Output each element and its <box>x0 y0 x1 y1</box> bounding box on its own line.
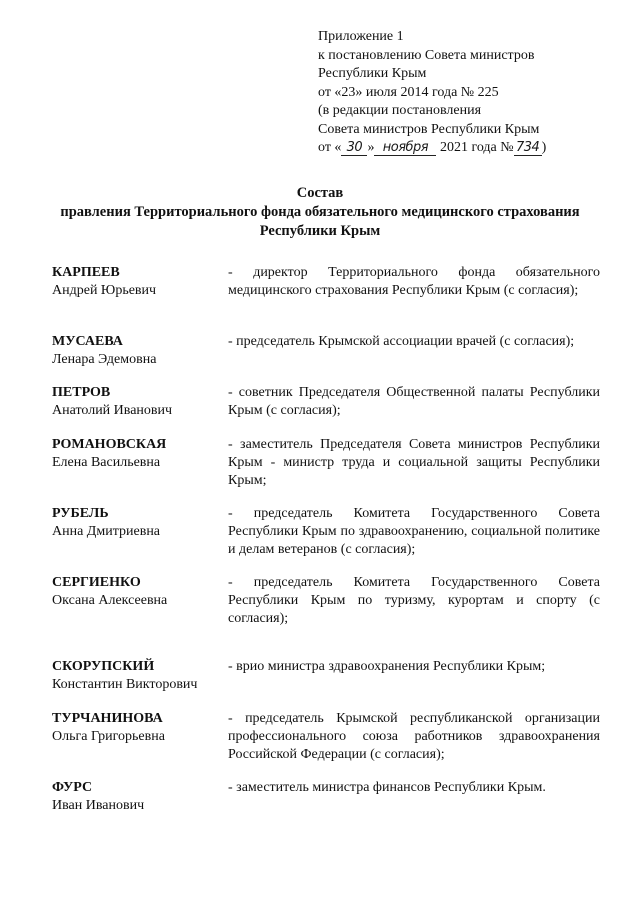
member-role: - председатель Крымской ассоциации врачей (с согласия); <box>228 334 575 349</box>
member-surname: СЕРГИЕНКО <box>52 575 141 590</box>
member-surname: ТУРЧАНИНОВА <box>52 711 163 726</box>
member-role: - заместитель министра финансов Республики Крым. <box>228 780 546 795</box>
appendix-line: Республики Крым <box>318 66 427 81</box>
member-name <box>52 333 227 369</box>
handwritten-day: 30 <box>341 140 367 156</box>
member-name <box>52 264 227 300</box>
member-given-name: Елена Васильевна <box>52 455 161 470</box>
appendix-line: Совета министров Республики Крым <box>318 121 540 137</box>
member-role: - советник Председателя Общественной палаты Республики Крым (с согласия); <box>228 385 600 418</box>
title-line: правления Территориального фонда обязательного медицинского страхования <box>60 204 580 220</box>
appendix-line: к постановлению Совета министров <box>318 47 535 63</box>
member-role: - председатель Крымской республиканской организации профессионального союза работников здравоохранения Российской Федерации (с согласия); <box>228 711 600 762</box>
member-surname: КАРПЕЕВ <box>52 265 120 280</box>
member-role: - председатель Комитета Государственного Совета Республики Крым по здравоохранению, социальной политике и делам ветеранов (с согласия); <box>228 506 600 557</box>
member-given-name: Ленара Эдемовна <box>52 352 157 367</box>
member-name <box>52 436 227 472</box>
title-line: Состав <box>296 185 344 201</box>
member-role: - председатель Комитета Государственного Совета Республики Крым по туризму, курортам и спорту (с согласия); <box>228 575 600 626</box>
member-name <box>52 574 227 610</box>
member-given-name: Оксана Алексеевна <box>52 593 168 608</box>
member-given-name: Иван Иванович <box>52 798 145 813</box>
document-title <box>20 184 620 241</box>
member-surname: ПЕТРОВ <box>52 385 111 400</box>
member-given-name: Константин Викторович <box>52 677 198 692</box>
member-name <box>52 779 227 815</box>
member-role: - заместитель Председателя Совета министров Республики Крым - министр труда и социальной защиты Республики Крым; <box>228 437 600 488</box>
member-surname: СКОРУПСКИЙ <box>52 659 155 674</box>
member-given-name: Анна Дмитриевна <box>52 524 161 539</box>
member-surname: МУСАЕВА <box>52 334 123 349</box>
member-given-name: Андрей Юрьевич <box>52 283 157 298</box>
date-year: 2021 года № <box>439 140 514 155</box>
member-name <box>52 710 227 746</box>
member-given-name: Ольга Григорьевна <box>52 729 165 744</box>
handwritten-month: ноября <box>374 140 436 156</box>
appendix-line: от «23» июля 2014 года № 225 <box>318 84 499 100</box>
appendix-line: (в редакции постановления <box>318 103 482 118</box>
member-surname: РОМАНОВСКАЯ <box>52 437 167 452</box>
appendix-line: Приложение 1 <box>318 29 404 44</box>
member-name <box>52 658 227 694</box>
appendix-edition-date-line: от « 30 » ноября 2021 года № 734 ) <box>318 140 547 155</box>
date-prefix: от « <box>318 140 342 155</box>
date-quote-close: » <box>367 140 375 155</box>
member-name <box>52 384 227 420</box>
member-given-name: Анатолий Иванович <box>52 403 173 418</box>
member-surname: ФУРС <box>52 780 93 795</box>
member-role: - директор Территориального фонда обязательного медицинского страхования Республики Крым (с согласия); <box>228 265 600 298</box>
title-line: Республики Крым <box>259 223 381 239</box>
member-surname: РУБЕЛЬ <box>52 506 109 521</box>
member-name <box>52 505 227 541</box>
member-role: - врио министра здравоохранения Республики Крым; <box>228 659 546 674</box>
appendix-header <box>318 28 618 158</box>
handwritten-number: 734 <box>514 140 542 156</box>
